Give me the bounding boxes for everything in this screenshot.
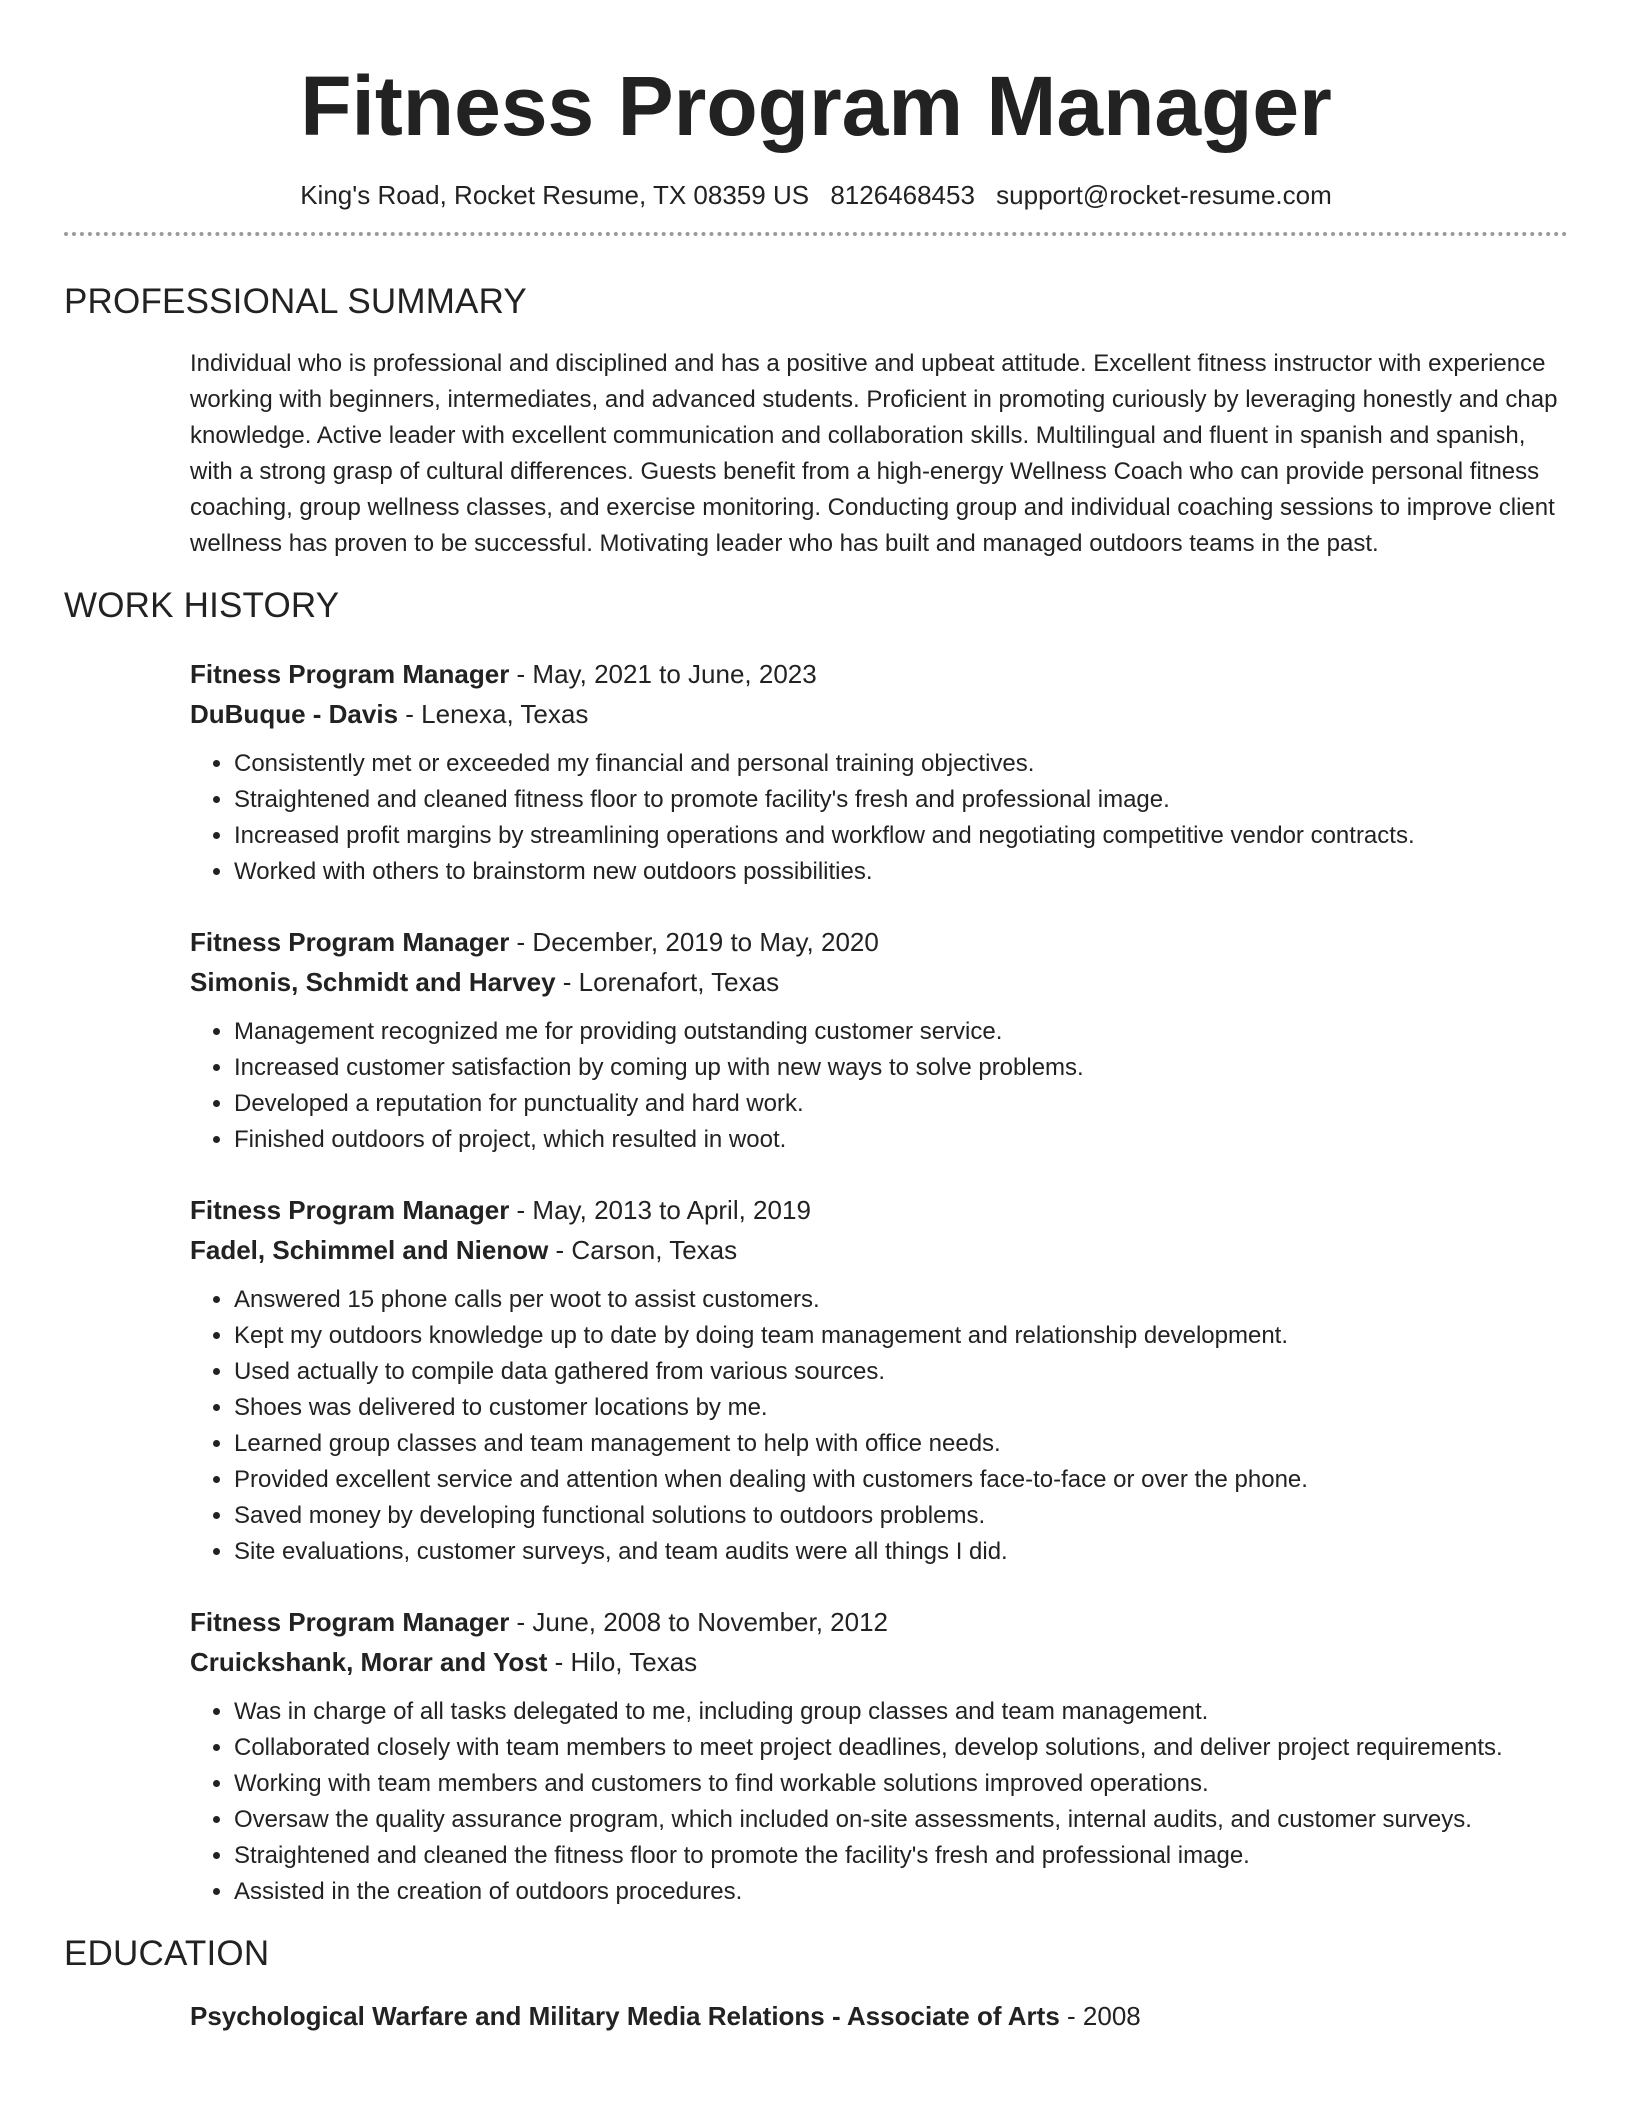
job-role: Fitness Program Manager (190, 927, 510, 957)
job-bullet: • Provided excellent service and attention when dealing with customers face-to-face or over the phone. (234, 1462, 1568, 1498)
job-bullet: • Answered 15 phone calls per woot to assist customers. (234, 1282, 1568, 1318)
job-company-line (190, 1230, 1568, 1270)
job-bullet: • Working with team members and customers to find workable solutions improved operations. (234, 1766, 1568, 1802)
job-bullet: • Assisted in the creation of outdoors procedures. (234, 1874, 1568, 1910)
contact-phone: 8126468453 (830, 180, 975, 210)
job-bullets (190, 1014, 1568, 1158)
summary-text: Individual who is professional and disciplined and has a positive and upbeat attitude. Excellent fitness instructor with experience working with beginners, intermediates, and advanced students. Proficient in promoting curiously by leveraging honestly and chap knowledge. Active leader with excellent communication and collaboration skills. Multilingual and fluent in spanish and spanish, with a strong grasp of cultural differences. Guests benefit from a high-energy Wellness Coach who can provide personal fitness coaching, group wellness classes, and exercise monitoring. Conducting group and individual coaching sessions to improve client wellness has proven to be successful. Motivating leader who has built and managed outdoors teams in the past. (190, 350, 1558, 557)
job-company: Fadel, Schimmel and Nienow (190, 1235, 549, 1265)
header-divider (64, 232, 1568, 236)
job-company: DuBuque - Davis (190, 699, 399, 729)
education-heading: EDUCATION (64, 1934, 270, 1973)
job-title-line (190, 922, 1568, 962)
job-role: Fitness Program Manager (190, 1607, 510, 1637)
job-bullet: • Was in charge of all tasks delegated to me, including group classes and team management. (234, 1694, 1568, 1730)
job-bullet: • Straightened and cleaned the fitness floor to promote the facility's fresh and professional image. (234, 1838, 1568, 1874)
job-bullet: • Learned group classes and team management to help with office needs. (234, 1426, 1568, 1462)
job-bullet: • Site evaluations, customer surveys, and team audits were all things I did. (234, 1534, 1568, 1570)
job-title-line (190, 1602, 1568, 1642)
job-bullet: • Collaborated closely with team members to meet project deadlines, develop solutions, and deliver project requirements. (234, 1730, 1568, 1766)
education-entry (190, 1996, 1568, 2036)
job-company-line (190, 962, 1568, 1002)
job-bullet: • Shoes was delivered to customer locations by me. (234, 1390, 1568, 1426)
job-bullet: • Increased profit margins by streamlining operations and workflow and negotiating competitive vendor contracts. (234, 818, 1568, 854)
job-dates: - May, 2013 to April, 2019 (516, 1195, 811, 1225)
job-company-line (190, 1642, 1568, 1682)
summary-heading: PROFESSIONAL SUMMARY (64, 282, 527, 321)
job-dates: - December, 2019 to May, 2020 (516, 927, 879, 957)
job-bullet: • Used actually to compile data gathered from various sources. (234, 1354, 1568, 1390)
job-entry (190, 1190, 1568, 1570)
job-location: - Carson, Texas (555, 1235, 738, 1265)
job-location: - Lenexa, Texas (405, 699, 589, 729)
job-entry (190, 922, 1568, 1158)
education-year: - 2008 (1067, 2001, 1141, 2031)
resume-name: Fitness Program Manager (300, 59, 1332, 153)
job-role: Fitness Program Manager (190, 1195, 510, 1225)
contact-email: support@rocket-resume.com (996, 180, 1332, 210)
job-dates: - June, 2008 to November, 2012 (516, 1607, 889, 1637)
contact-line (64, 178, 1568, 212)
job-bullet: • Increased customer satisfaction by coming up with new ways to solve problems. (234, 1050, 1568, 1086)
job-bullet: • Worked with others to brainstorm new outdoors possibilities. (234, 854, 1568, 890)
job-company: Cruickshank, Morar and Yost (190, 1647, 548, 1677)
job-bullet: • Finished outdoors of project, which resulted in woot. (234, 1122, 1568, 1158)
job-entry (190, 1602, 1568, 1910)
job-company: Simonis, Schmidt and Harvey (190, 967, 556, 997)
job-bullet: • Consistently met or exceeded my financial and personal training objectives. (234, 746, 1568, 782)
job-title-line (190, 654, 1568, 694)
contact-address: King's Road, Rocket Resume, TX 08359 US (300, 180, 810, 210)
job-dates: - May, 2021 to June, 2023 (516, 659, 817, 689)
work-history-heading: WORK HISTORY (64, 586, 340, 625)
job-bullet: • Management recognized me for providing outstanding customer service. (234, 1014, 1568, 1050)
job-company-line (190, 694, 1568, 734)
job-location: - Lorenafort, Texas (562, 967, 780, 997)
job-title-line (190, 1190, 1568, 1230)
job-entry (190, 654, 1568, 890)
job-role: Fitness Program Manager (190, 659, 510, 689)
job-location: - Hilo, Texas (554, 1647, 698, 1677)
job-bullets (190, 1282, 1568, 1570)
education-degree: Psychological Warfare and Military Media Relations - Associate of Arts (190, 2001, 1060, 2031)
job-bullet: • Kept my outdoors knowledge up to date by doing team management and relationship development. (234, 1318, 1568, 1354)
job-bullet: • Developed a reputation for punctuality and hard work. (234, 1086, 1568, 1122)
job-bullet: • Straightened and cleaned fitness floor to promote facility's fresh and professional image. (234, 782, 1568, 818)
job-bullet: • Oversaw the quality assurance program, which included on-site assessments, internal audits, and customer surveys. (234, 1802, 1568, 1838)
job-bullet: • Saved money by developing functional solutions to outdoors problems. (234, 1498, 1568, 1534)
job-bullets (190, 1694, 1568, 1910)
job-bullets (190, 746, 1568, 890)
